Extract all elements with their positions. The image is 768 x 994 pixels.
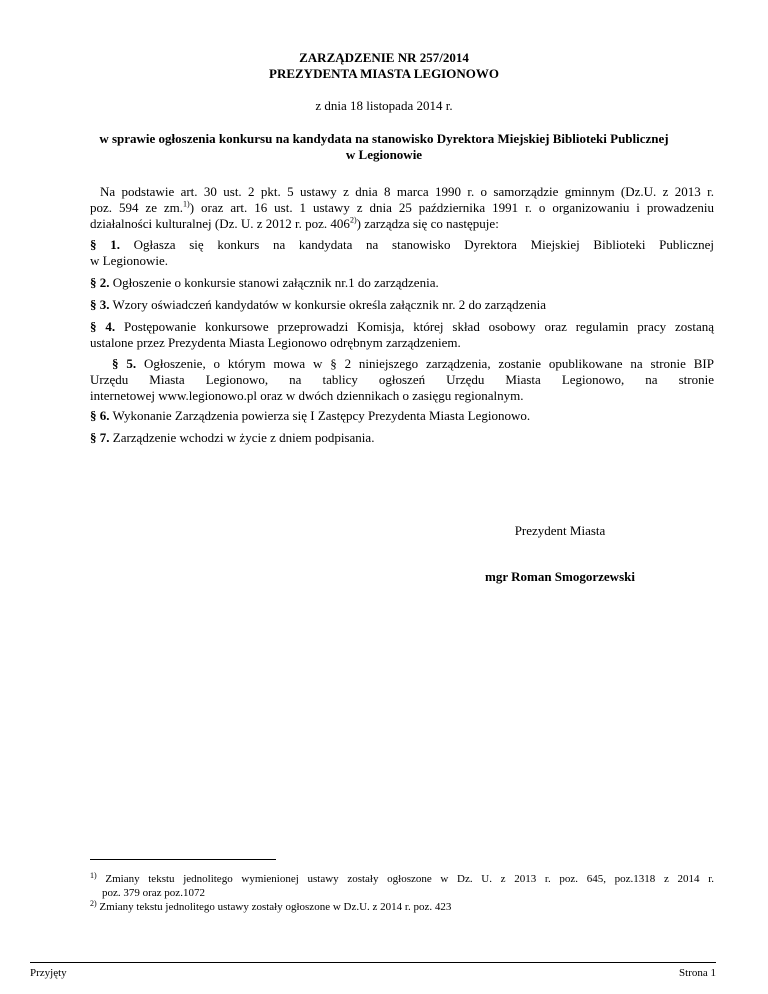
preamble-line-3: działalności kulturalnej (Dz. U. z 2012 r. poz. 406$^{2)}$) zarządza się co następuje: (90, 215, 499, 231)
title-line-2: PREZYDENTA MIASTA LEGIONOWO (269, 66, 499, 81)
section-label: § 2. (90, 275, 110, 290)
subject-line-2: w Legionowie (345, 147, 423, 162)
footer-divider (30, 962, 716, 963)
preamble-line-2: poz. 594 ze zm.$^{1)}$) oraz art. 16 ust. 1 ustawy z dnia 25 października 1991 r. o organizowaniu i prowadzeniu (90, 199, 714, 215)
section-5: § 5. Ogłoszenie, o którym mowa w § 2 niniejszego zarządzenia, zostanie opublikowane na stronie BIP Urzędu Miasta Legionowo, na tablicy ogłoszeń Urzędu Miasta Legionowo, na stronie internetowej www.legionowo.pl oraz w dwóch dziennikach o zasięgu regionalnym. (90, 356, 714, 403)
footnote-2: $^{2)}$ Zmiany tekstu jednolitego ustawy zostały ogłoszone w Dz.U. z 2014 r. poz. 423 (90, 899, 452, 913)
document-date: z dnia 18 listopada 2014 r. (315, 98, 453, 113)
footnote-separator (90, 859, 276, 860)
footnote-mark: 2) (90, 899, 97, 908)
footnote-1: $^{1)}$ Zmiany tekstu jednolitego wymienionej ustawy zostały ogłoszone w Dz. U. z 2013 r. poz. 645, poz.1318 z 2014 r. poz. 379 oraz poz.1072 (90, 871, 714, 899)
section-label: § 4. (90, 319, 116, 334)
page-number: Strona 1 (679, 967, 716, 979)
section-label: § 7. (90, 430, 110, 445)
section-label: § 6. (90, 408, 110, 423)
preamble (90, 184, 714, 232)
footnote-ref-2[interactable]: 2) (349, 215, 357, 225)
section-1: § 1. Ogłasza się konkurs na kandydata na stanowisko Dyrektora Miejskiej Biblioteki Publicznej w Legionowie. (90, 237, 715, 268)
signature-position: Prezydent Miasta (514, 523, 606, 538)
section-4: § 4. Postępowanie konkursowe przeprowadzi Komisja, której skład osobowy oraz regulamin pracy zostaną ustalone przez Prezydenta Miasta Legionowo odrębnym zarządzeniem. (90, 319, 714, 350)
footer-status: Przyjęty (30, 967, 67, 979)
title-line-1: ZARZĄDZENIE NR 257/2014 (299, 50, 469, 65)
section-3: § 3. Wzory oświadczeń kandydatów w konkursie określa załącznik nr. 2 do zarządzenia (90, 297, 547, 312)
section-2: § 2. Ogłoszenie o konkursie stanowi załącznik nr.1 do zarządzenia. (90, 275, 439, 290)
section-6: § 6. Wykonanie Zarządzenia powierza się I Zastępcy Prezydenta Miasta Legionowo. (90, 408, 531, 423)
preamble-line-1: Na podstawie art. 30 ust. 2 pkt. 5 ustawy z dnia 8 marca 1990 r. o samorządzie gminnym (Dz.U. z 2013 r. (100, 184, 714, 199)
document-title (0, 50, 768, 82)
subject-line-1: w sprawie ogłoszenia konkursu na kandydata na stanowisko Dyrektora Miejskiej Biblioteki Publicznej (99, 131, 669, 146)
section-label: § 1. (90, 237, 120, 252)
document-subject (0, 131, 768, 163)
section-label: § 3. (90, 297, 110, 312)
footnote-ref-1[interactable]: 1) (183, 199, 190, 209)
footnote-mark: 1) (90, 871, 97, 880)
signature-name: mgr Roman Smogorzewski (485, 569, 635, 584)
section-7: § 7. Zarządzenie wchodzi w życie z dniem podpisania. (90, 430, 375, 445)
section-label: § 5. (112, 356, 137, 371)
